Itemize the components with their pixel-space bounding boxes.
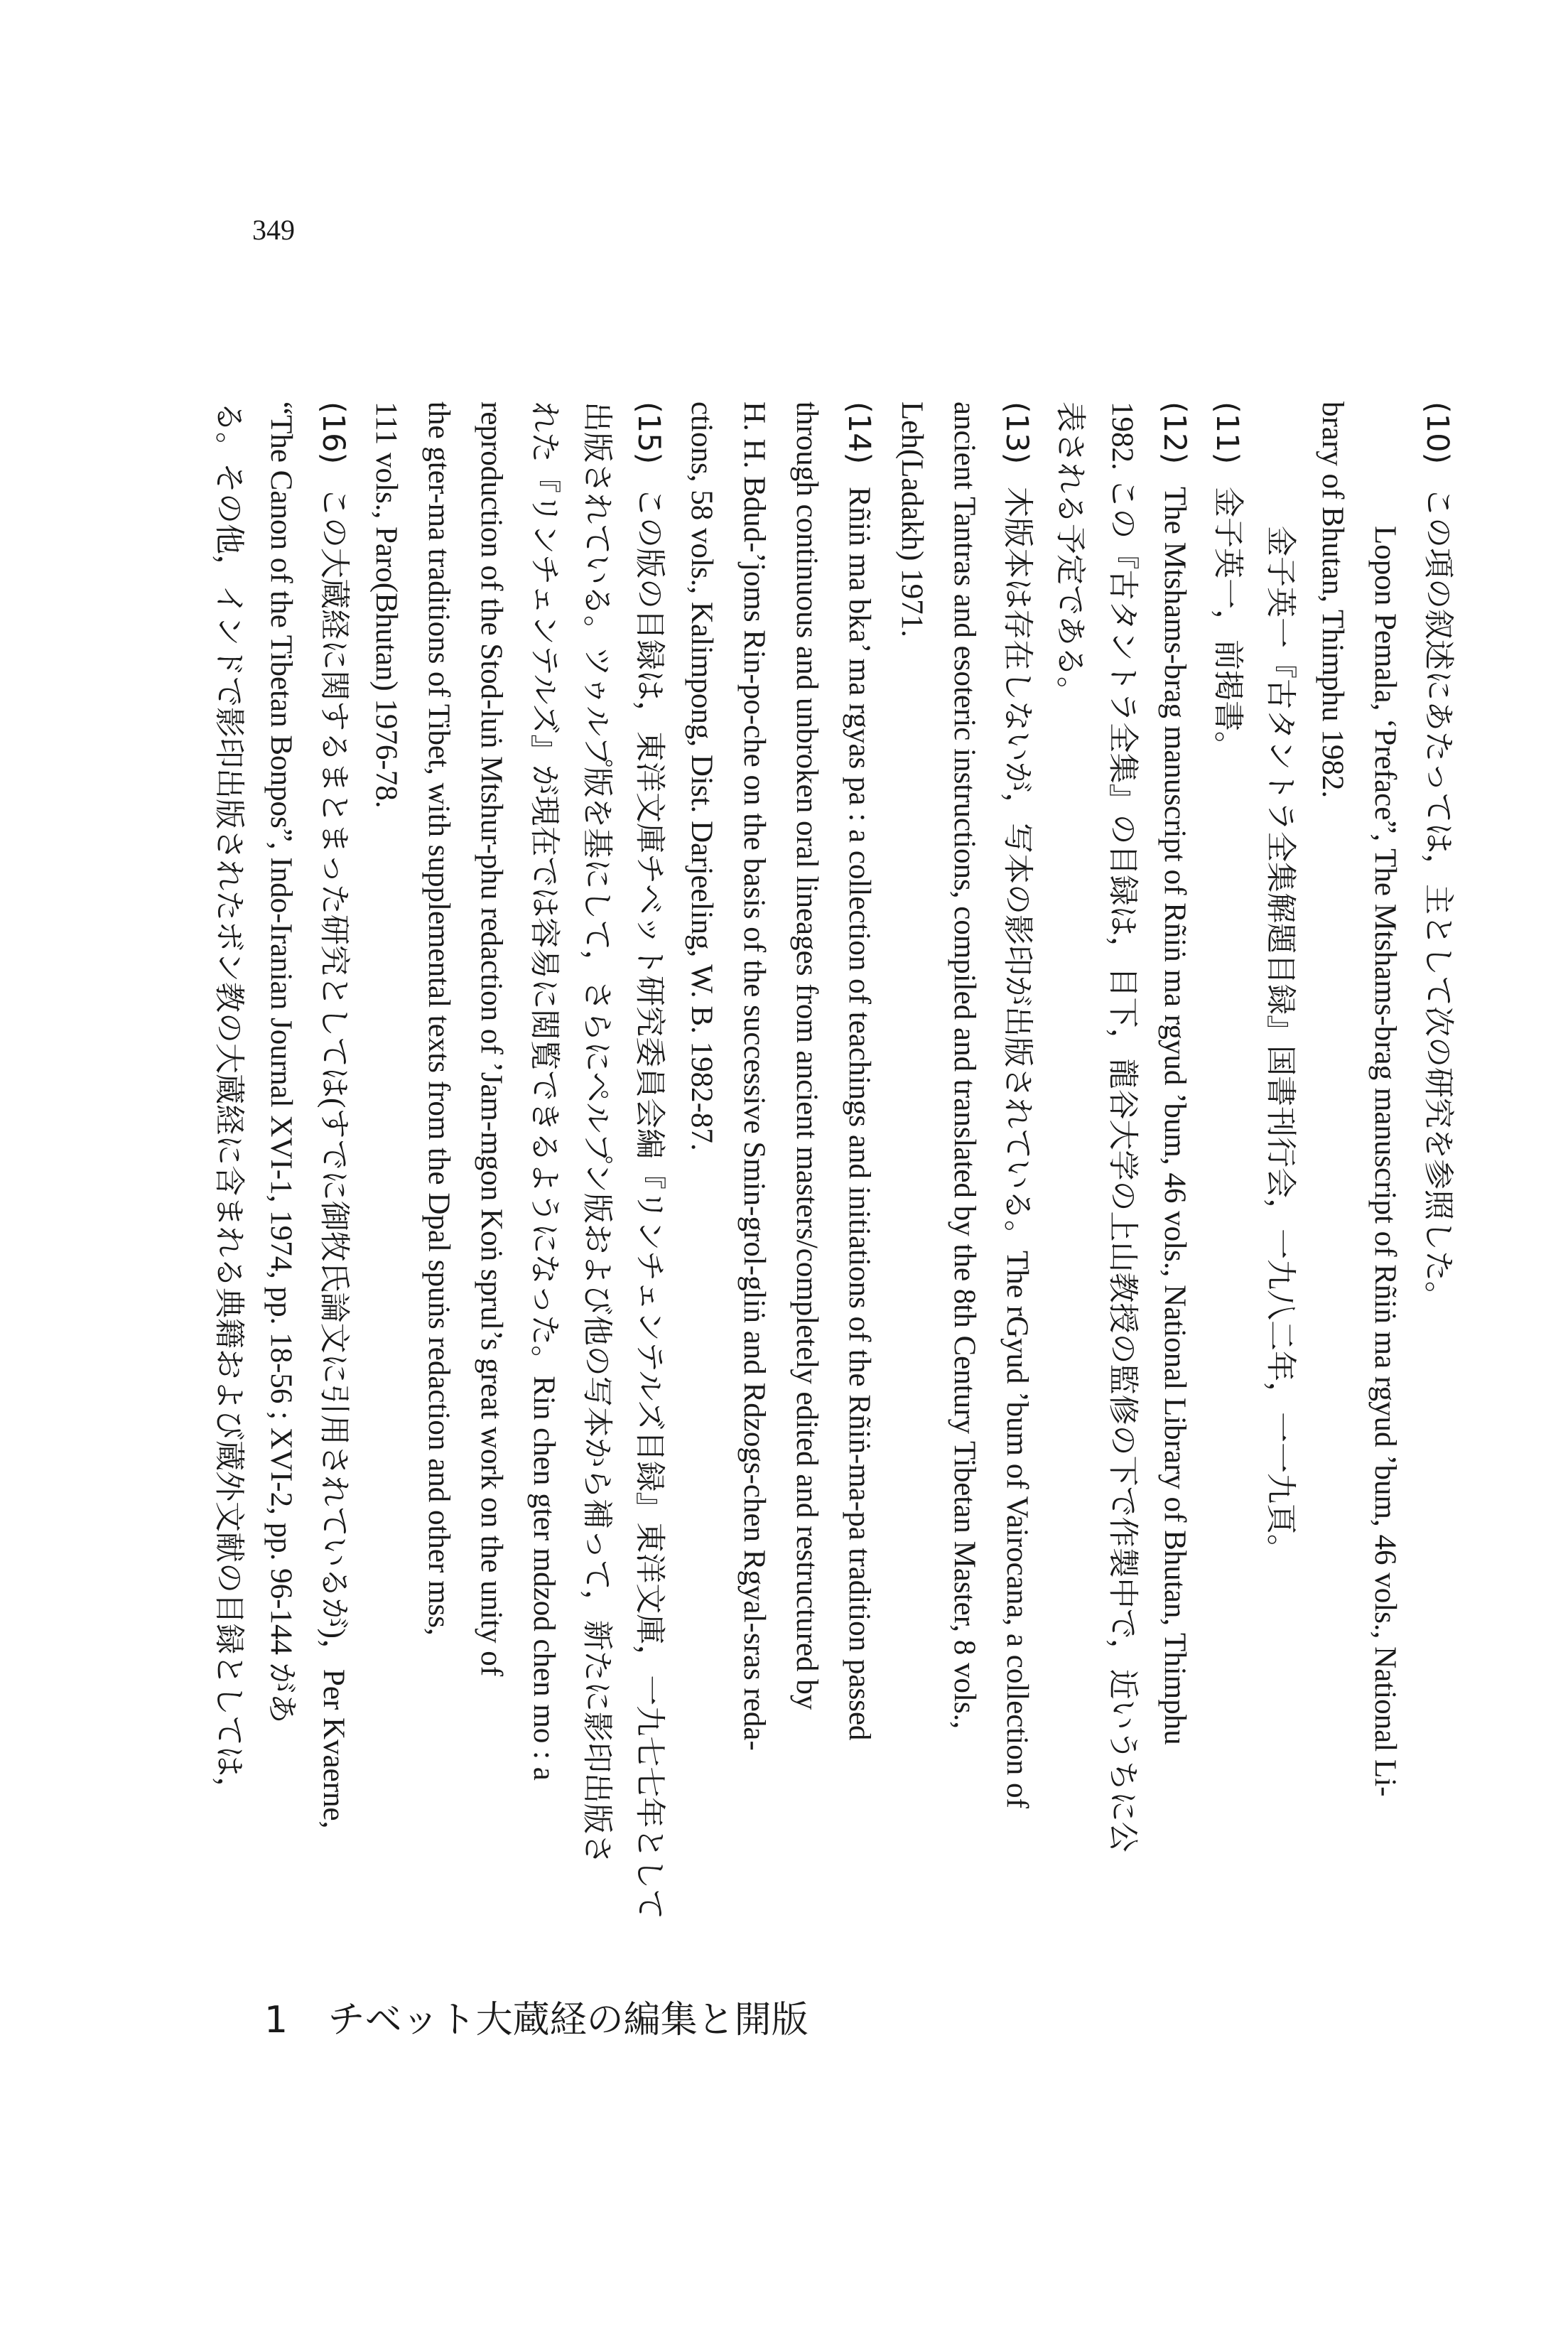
footnote-line: H. H. Bdud-’joms Rin-po-che on the basis of the successive Smin-grol-gliṅ and Rdzogs-chen Rgyal-sras reda- <box>737 401 771 1751</box>
footnote-line: 出版されている。ツゥルプ版を基にして，さらにペルプン版および他の写本から補って，新たに影印出版さ <box>580 401 613 1865</box>
running-footer <box>264 1990 809 2043</box>
footnote <box>1043 401 1201 1972</box>
footnote-line: 111 vols., Paro(Bhutan) 1976-78. <box>369 401 403 809</box>
footnote-line: 金子英一『古タントラ全集解題目録』国書刊行会，一九八二年，一一九頁。 <box>1263 526 1297 1565</box>
footnote-line: 木版本は存在しないが，写本の影印が出版されている。The rGyud ’bum of Vairocana, a collection of <box>1000 487 1034 1808</box>
footnote-number: (15) <box>631 401 666 465</box>
footnote-line: Rñiṅ ma bka’ ma rgyas pa : a collection of teachings and initiations of the Rñiṅ-ma-pa tradition passed <box>843 487 876 1741</box>
footnote-line: この版の目録は，東洋文庫チベット研究委員会編『リンチェンテルズ目録』東洋文庫，一九七七年として <box>632 487 666 1920</box>
footnote-line: る。その他，インドで影印出版されたボン教の大蔵経に含まれる典籍および蔵外文献の目録としては， <box>212 401 245 1807</box>
footnote-line: “The Canon of the Tibetan Bonpos”, Indo-Iranian Journal XVI-1, 1974, pp. 18-56 ; XVI-2, pp. 96-144 があ <box>264 401 298 1724</box>
footnote-line: 1982. この『古タントラ全集』の目録は，目下，龍谷大学の上山教授の監修の下で作製中で，近いうちに公 <box>1105 401 1139 1852</box>
footnote-line: brary of Bhutan, Thimphu 1982. <box>1316 401 1349 799</box>
footnote-number: (16) <box>315 401 351 465</box>
notes-block <box>199 401 1464 1972</box>
footnote-line: reproduction of the Stod-luṅ Mtshur-phu redaction of ’Jam-mgon Koṅ sprul’s great work on the unity of <box>475 401 508 1677</box>
footnote <box>885 401 1043 1972</box>
footnote-line: れた『リンチェンテルズ』が現在では容易に閲覧できるようになった。Rin chen gter mdzod chen mo : a <box>527 401 561 1781</box>
footnote-line: ctions, 58 vols., Kalimpong, Dist. Darjeeling, W. B. 1982-87. <box>685 401 718 1151</box>
footer-title: チベット大蔵経の編集と開版 <box>328 1999 809 2041</box>
footnote-line: through continuous and unbroken oral lineages from ancient masters/completely edited and restructured by <box>790 401 823 1710</box>
footnote-line: 表される予定である。 <box>1053 401 1086 707</box>
footnote-line: この大蔵経に関するまとまった研究としては(すでに御牧氏論文に引用されているが)，Per Kvaerne, <box>317 487 350 1829</box>
footnote <box>359 401 675 1972</box>
footnote <box>1201 401 1253 1972</box>
footnote-number: (12) <box>1157 401 1192 465</box>
footnote-line: the gter-ma traditions of Tibet, with supplemental texts from the Dpal spuṅs redaction and other mss, <box>422 401 455 1636</box>
footnote-number: (10) <box>1420 401 1455 465</box>
footnote-line: 金子英一，前掲書。 <box>1211 487 1244 762</box>
footnote-line: Leh(Ladakh) 1971. <box>895 401 929 637</box>
footnote-line: ancient Tantras and esoteric instructions, compiled and translated by the 8th Century Tibetan Master, 8 vols., <box>948 401 981 1730</box>
footnote-number: (14) <box>841 401 877 465</box>
footnote-number: (13) <box>999 401 1034 465</box>
footnote-line: The Mtshams-brag manuscript of Rñiṅ ma rgyud ’bum, 46 vols., National Library of Bhutan, Thimphu <box>1158 487 1191 1745</box>
footnote-line: Lopon Pemala, ‘Preface”, The Mtshams-brag manuscript of Rñiṅ ma rgyud ’bum, 46 vols., National Li- <box>1368 526 1402 1797</box>
footnote <box>1253 401 1464 1972</box>
footer-number: 1 <box>264 1999 288 2041</box>
footnote-number: (11) <box>1209 401 1245 465</box>
footnote <box>202 401 359 1972</box>
footnote-line: この項の叙述にあたっては，主として次の研究を参照した。 <box>1421 487 1454 1312</box>
page-number: 349 <box>252 214 295 246</box>
footnote <box>675 401 885 1972</box>
